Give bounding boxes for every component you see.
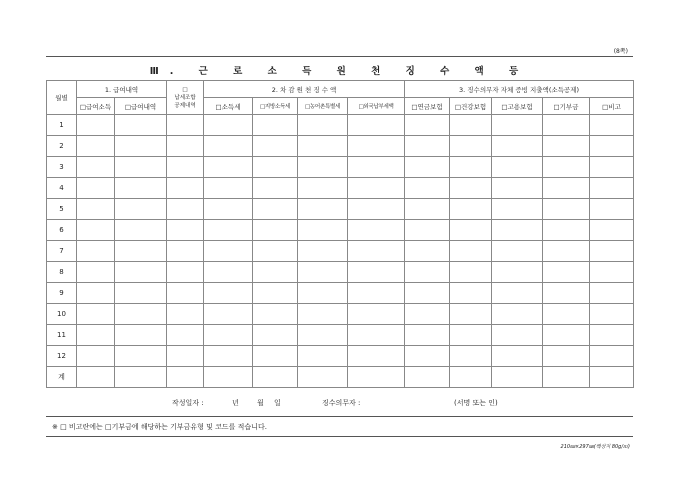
entry-cell[interactable] bbox=[543, 220, 590, 241]
entry-cell[interactable] bbox=[167, 325, 204, 346]
entry-cell[interactable] bbox=[115, 199, 167, 220]
table-row bbox=[47, 262, 634, 283]
table-row bbox=[47, 325, 634, 346]
entry-cell[interactable] bbox=[348, 367, 405, 388]
entry-cell[interactable] bbox=[204, 157, 253, 178]
entry-cell[interactable] bbox=[590, 115, 634, 136]
entry-cell[interactable] bbox=[204, 262, 253, 283]
entry-cell[interactable] bbox=[253, 283, 298, 304]
entry-cell[interactable] bbox=[492, 262, 543, 283]
entry-cell[interactable] bbox=[450, 241, 492, 262]
entry-cell[interactable] bbox=[543, 241, 590, 262]
entry-cell[interactable] bbox=[492, 304, 543, 325]
entry-cell[interactable] bbox=[543, 367, 590, 388]
entry-cell[interactable] bbox=[167, 220, 204, 241]
entry-cell[interactable] bbox=[590, 136, 634, 157]
entry-cell[interactable] bbox=[167, 304, 204, 325]
entry-cell[interactable] bbox=[204, 304, 253, 325]
entry-cell[interactable] bbox=[543, 178, 590, 199]
table-body bbox=[47, 115, 634, 388]
entry-cell[interactable] bbox=[590, 178, 634, 199]
entry-cell[interactable] bbox=[253, 367, 298, 388]
entry-cell[interactable] bbox=[298, 178, 348, 199]
entry-cell[interactable] bbox=[543, 346, 590, 367]
entry-cell[interactable] bbox=[405, 283, 450, 304]
entry-cell[interactable] bbox=[590, 304, 634, 325]
wage-detail-header: □급여내역 bbox=[115, 98, 167, 115]
table-row bbox=[47, 367, 634, 388]
month-header: 월별 bbox=[47, 81, 77, 115]
entry-cell[interactable] bbox=[405, 367, 450, 388]
entry-cell[interactable] bbox=[348, 325, 405, 346]
entry-cell[interactable] bbox=[204, 199, 253, 220]
entry-cell[interactable] bbox=[115, 367, 167, 388]
entry-cell[interactable] bbox=[543, 115, 590, 136]
table-row bbox=[47, 157, 634, 178]
entry-cell[interactable] bbox=[115, 157, 167, 178]
entry-cell[interactable] bbox=[204, 325, 253, 346]
entry-cell[interactable] bbox=[298, 346, 348, 367]
entry-cell[interactable] bbox=[405, 325, 450, 346]
entry-cell[interactable] bbox=[348, 241, 405, 262]
entry-cell[interactable] bbox=[405, 220, 450, 241]
pension-header: □연금보험 bbox=[405, 98, 450, 115]
table-row bbox=[47, 304, 634, 325]
entry-cell[interactable] bbox=[77, 241, 115, 262]
entry-cell[interactable] bbox=[253, 199, 298, 220]
entry-cell[interactable] bbox=[77, 304, 115, 325]
income-tax-header: □소득세 bbox=[204, 98, 253, 115]
entry-cell[interactable] bbox=[77, 220, 115, 241]
entry-cell[interactable] bbox=[298, 157, 348, 178]
table-row bbox=[47, 178, 634, 199]
day-label: 일 bbox=[274, 399, 281, 407]
table-row bbox=[47, 136, 634, 157]
entry-cell[interactable] bbox=[405, 304, 450, 325]
entry-cell[interactable] bbox=[167, 367, 204, 388]
withholder-label: 징수의무자 : bbox=[322, 399, 361, 407]
entry-cell[interactable] bbox=[348, 178, 405, 199]
entry-cell[interactable] bbox=[115, 325, 167, 346]
table-row bbox=[47, 283, 634, 304]
tax-union-header: □ 납세조합 공제내역 bbox=[167, 81, 204, 115]
entry-cell[interactable] bbox=[405, 178, 450, 199]
entry-cell[interactable] bbox=[204, 241, 253, 262]
entry-cell[interactable] bbox=[253, 115, 298, 136]
entry-cell[interactable] bbox=[590, 283, 634, 304]
table-row bbox=[47, 241, 634, 262]
entry-cell[interactable] bbox=[253, 136, 298, 157]
month-cell: 6 bbox=[47, 220, 77, 241]
entry-cell[interactable] bbox=[298, 241, 348, 262]
entry-cell[interactable] bbox=[115, 346, 167, 367]
entry-cell[interactable] bbox=[492, 241, 543, 262]
withholding-table bbox=[46, 80, 634, 388]
group1-header: 1. 급여내역 bbox=[77, 81, 167, 98]
entry-cell[interactable] bbox=[115, 220, 167, 241]
entry-cell[interactable] bbox=[77, 115, 115, 136]
entry-cell[interactable] bbox=[450, 346, 492, 367]
entry-cell[interactable] bbox=[115, 262, 167, 283]
entry-cell[interactable] bbox=[492, 283, 543, 304]
entry-cell[interactable] bbox=[77, 346, 115, 367]
entry-cell[interactable] bbox=[253, 325, 298, 346]
month-cell: 4 bbox=[47, 178, 77, 199]
entry-cell[interactable] bbox=[253, 157, 298, 178]
entry-cell[interactable] bbox=[543, 304, 590, 325]
entry-cell[interactable] bbox=[492, 136, 543, 157]
entry-cell[interactable] bbox=[204, 115, 253, 136]
entry-cell[interactable] bbox=[115, 304, 167, 325]
entry-cell[interactable] bbox=[204, 178, 253, 199]
date-label: 작성일자 : bbox=[172, 399, 204, 407]
month-cell: 3 bbox=[47, 157, 77, 178]
entry-cell[interactable] bbox=[204, 136, 253, 157]
entry-cell[interactable] bbox=[167, 241, 204, 262]
entry-cell[interactable] bbox=[167, 262, 204, 283]
entry-cell[interactable] bbox=[167, 157, 204, 178]
entry-cell[interactable] bbox=[450, 262, 492, 283]
entry-cell[interactable] bbox=[253, 304, 298, 325]
entry-cell[interactable] bbox=[115, 241, 167, 262]
sign-note: (서명 또는 인) bbox=[454, 399, 498, 407]
entry-cell[interactable] bbox=[492, 178, 543, 199]
middle-rule bbox=[46, 416, 633, 417]
entry-cell[interactable] bbox=[590, 367, 634, 388]
entry-cell[interactable] bbox=[77, 199, 115, 220]
entry-cell[interactable] bbox=[298, 136, 348, 157]
entry-cell[interactable] bbox=[253, 241, 298, 262]
rural-tax-header: □농어촌특별세 bbox=[298, 98, 348, 115]
employment-header: □고용보험 bbox=[492, 98, 543, 115]
entry-cell[interactable] bbox=[204, 346, 253, 367]
entry-cell[interactable] bbox=[590, 157, 634, 178]
entry-cell[interactable] bbox=[450, 304, 492, 325]
entry-cell[interactable] bbox=[492, 325, 543, 346]
entry-cell[interactable] bbox=[405, 199, 450, 220]
entry-cell[interactable] bbox=[405, 241, 450, 262]
entry-cell[interactable] bbox=[450, 367, 492, 388]
wage-income-header: □급여소득 bbox=[77, 98, 115, 115]
entry-cell[interactable] bbox=[590, 241, 634, 262]
month-cell: 7 bbox=[47, 241, 77, 262]
entry-cell[interactable] bbox=[543, 283, 590, 304]
month-cell: 12 bbox=[47, 346, 77, 367]
entry-cell[interactable] bbox=[450, 283, 492, 304]
entry-cell[interactable] bbox=[543, 199, 590, 220]
entry-cell[interactable] bbox=[77, 136, 115, 157]
entry-cell[interactable] bbox=[492, 346, 543, 367]
entry-cell[interactable] bbox=[543, 136, 590, 157]
entry-cell[interactable] bbox=[298, 283, 348, 304]
entry-cell[interactable] bbox=[298, 220, 348, 241]
entry-cell[interactable] bbox=[405, 157, 450, 178]
year-label: 년 bbox=[232, 399, 239, 407]
entry-cell[interactable] bbox=[167, 115, 204, 136]
entry-cell[interactable] bbox=[348, 115, 405, 136]
entry-cell[interactable] bbox=[298, 304, 348, 325]
month-cell: 5 bbox=[47, 199, 77, 220]
month-cell: 9 bbox=[47, 283, 77, 304]
group2-header: 2. 차 감 원 천 징 수 액 bbox=[204, 81, 405, 98]
entry-cell[interactable] bbox=[492, 199, 543, 220]
entry-cell[interactable] bbox=[450, 325, 492, 346]
entry-cell[interactable] bbox=[298, 115, 348, 136]
entry-cell[interactable] bbox=[167, 283, 204, 304]
entry-cell[interactable] bbox=[77, 283, 115, 304]
form-title: Ⅲ. 근 로 소 득 원 천 징 수 액 등 bbox=[149, 66, 530, 77]
entry-cell[interactable] bbox=[77, 325, 115, 346]
entry-cell[interactable] bbox=[450, 157, 492, 178]
entry-cell[interactable] bbox=[77, 262, 115, 283]
entry-cell[interactable] bbox=[348, 157, 405, 178]
top-rule bbox=[46, 56, 633, 57]
entry-cell[interactable] bbox=[253, 262, 298, 283]
entry-cell[interactable] bbox=[77, 367, 115, 388]
entry-cell[interactable] bbox=[543, 262, 590, 283]
health-header: □건강보험 bbox=[450, 98, 492, 115]
entry-cell[interactable] bbox=[450, 115, 492, 136]
entry-cell[interactable] bbox=[590, 346, 634, 367]
month-label: 월 bbox=[257, 399, 264, 407]
entry-cell[interactable] bbox=[253, 346, 298, 367]
entry-cell[interactable] bbox=[77, 178, 115, 199]
entry-cell[interactable] bbox=[204, 283, 253, 304]
entry-cell[interactable] bbox=[253, 178, 298, 199]
table-row bbox=[47, 199, 634, 220]
entry-cell[interactable] bbox=[405, 262, 450, 283]
entry-cell[interactable] bbox=[77, 157, 115, 178]
entry-cell[interactable] bbox=[348, 346, 405, 367]
entry-cell[interactable] bbox=[115, 115, 167, 136]
entry-cell[interactable] bbox=[298, 325, 348, 346]
entry-cell[interactable] bbox=[492, 157, 543, 178]
entry-cell[interactable] bbox=[348, 304, 405, 325]
entry-cell[interactable] bbox=[492, 115, 543, 136]
entry-cell[interactable] bbox=[167, 178, 204, 199]
paper-spec: 210㎜×297㎜(백상지 80g/㎡) bbox=[560, 444, 630, 450]
entry-cell[interactable] bbox=[492, 367, 543, 388]
entry-cell[interactable] bbox=[590, 199, 634, 220]
entry-cell[interactable] bbox=[253, 220, 298, 241]
month-cell: 계 bbox=[47, 367, 77, 388]
entry-cell[interactable] bbox=[348, 262, 405, 283]
entry-cell[interactable] bbox=[167, 199, 204, 220]
remarks-note: ※ □ 비고란에는 □기부금에 해당하는 기부금유형 및 코드를 적습니다. bbox=[52, 423, 267, 431]
entry-cell[interactable] bbox=[298, 367, 348, 388]
entry-cell[interactable] bbox=[115, 283, 167, 304]
entry-cell[interactable] bbox=[590, 220, 634, 241]
entry-cell[interactable] bbox=[492, 220, 543, 241]
entry-cell[interactable] bbox=[298, 262, 348, 283]
month-cell: 8 bbox=[47, 262, 77, 283]
table-row bbox=[47, 346, 634, 367]
entry-cell[interactable] bbox=[450, 178, 492, 199]
table-row bbox=[47, 220, 634, 241]
entry-cell[interactable] bbox=[348, 199, 405, 220]
month-cell: 1 bbox=[47, 115, 77, 136]
bottom-rule bbox=[46, 436, 633, 437]
entry-cell[interactable] bbox=[405, 115, 450, 136]
month-cell: 11 bbox=[47, 325, 77, 346]
entry-cell[interactable] bbox=[115, 178, 167, 199]
entry-cell[interactable] bbox=[348, 136, 405, 157]
entry-cell[interactable] bbox=[590, 325, 634, 346]
group3-header: 3. 징수의무자 자체 증빙 지출액(소득공제) bbox=[405, 81, 634, 98]
entry-cell[interactable] bbox=[167, 136, 204, 157]
entry-cell[interactable] bbox=[543, 325, 590, 346]
table-row bbox=[47, 115, 634, 136]
entry-cell[interactable] bbox=[298, 199, 348, 220]
donation-header: □기부금 bbox=[543, 98, 590, 115]
page-number: (8쪽) bbox=[613, 48, 628, 55]
entry-cell[interactable] bbox=[450, 199, 492, 220]
month-cell: 2 bbox=[47, 136, 77, 157]
remarks-header: □비고 bbox=[590, 98, 634, 115]
entry-cell[interactable] bbox=[405, 346, 450, 367]
entry-cell[interactable] bbox=[450, 136, 492, 157]
entry-cell[interactable] bbox=[115, 136, 167, 157]
entry-cell[interactable] bbox=[204, 367, 253, 388]
entry-cell[interactable] bbox=[348, 283, 405, 304]
local-tax-header: □지방소득세 bbox=[253, 98, 298, 115]
entry-cell[interactable] bbox=[543, 157, 590, 178]
foreign-tax-header: □외국납부세액 bbox=[348, 98, 405, 115]
entry-cell[interactable] bbox=[167, 346, 204, 367]
entry-cell[interactable] bbox=[348, 220, 405, 241]
month-cell: 10 bbox=[47, 304, 77, 325]
entry-cell[interactable] bbox=[450, 220, 492, 241]
entry-cell[interactable] bbox=[405, 136, 450, 157]
entry-cell[interactable] bbox=[204, 220, 253, 241]
entry-cell[interactable] bbox=[590, 262, 634, 283]
